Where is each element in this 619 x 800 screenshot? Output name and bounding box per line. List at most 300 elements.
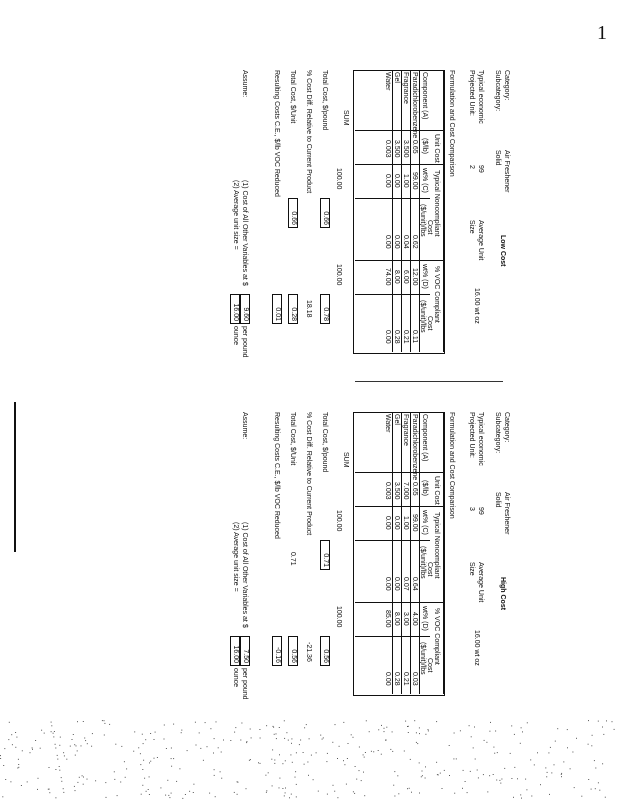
speckle-dot bbox=[493, 774, 494, 775]
speckle-dot bbox=[554, 764, 555, 765]
speckle-dot bbox=[220, 771, 221, 772]
speckle-dot bbox=[384, 731, 385, 732]
speckle-dot bbox=[304, 727, 305, 728]
speckle-dot bbox=[477, 770, 478, 771]
speckle-dot bbox=[378, 729, 379, 730]
assume-label: Assume: bbox=[241, 412, 248, 440]
speckle-dot bbox=[55, 797, 56, 798]
speckle-dot bbox=[85, 740, 86, 741]
col-unit-cost-sub: ($/lb) bbox=[421, 138, 428, 154]
speckle-dot bbox=[81, 745, 82, 746]
speckle-dot bbox=[467, 792, 468, 793]
speckle-dot bbox=[454, 733, 455, 734]
col-cost-compliant-sub: ($/unit)/lbs bbox=[419, 300, 426, 333]
assume-2: (2) Average unit size = bbox=[232, 522, 239, 592]
speckle-dot bbox=[117, 795, 118, 796]
speckle-dot bbox=[154, 758, 155, 759]
speckle-dot bbox=[77, 782, 78, 783]
speckle-dot bbox=[79, 777, 80, 778]
speckle-dot bbox=[299, 744, 300, 745]
speckle-dot bbox=[181, 732, 182, 733]
speckle-dot bbox=[606, 720, 607, 721]
speckle-dot bbox=[588, 779, 589, 780]
speckle-dot bbox=[369, 731, 370, 732]
col-cost-typical: Cost bbox=[426, 562, 433, 577]
speckle-dot bbox=[221, 752, 222, 753]
speckle-dot bbox=[51, 722, 52, 723]
speckle-dot bbox=[49, 767, 50, 768]
speckle-dot bbox=[517, 778, 518, 779]
speckle-dot bbox=[574, 787, 575, 788]
speckle-dot bbox=[105, 782, 106, 783]
speckle-dot bbox=[514, 767, 515, 768]
speckle-dot bbox=[483, 774, 484, 775]
speckle-dot bbox=[216, 721, 217, 722]
speckle-dot bbox=[53, 733, 54, 734]
speckle-dot bbox=[284, 738, 285, 739]
speckle-dot bbox=[59, 770, 60, 771]
speckle-dot bbox=[364, 757, 365, 758]
speckle-dot bbox=[3, 765, 4, 766]
speckle-dot bbox=[551, 772, 552, 773]
speckle-dot bbox=[57, 755, 58, 756]
speckle-dot bbox=[292, 762, 293, 763]
col-cost-typical-sub: ($/unit)/lbs bbox=[419, 546, 426, 579]
speckle-dot bbox=[307, 762, 308, 763]
speckle-dot bbox=[55, 769, 56, 770]
speckle-dot bbox=[414, 720, 415, 721]
speckle-dot bbox=[4, 748, 5, 749]
unit-cost-label: Total Cost, $/Unit bbox=[289, 412, 296, 466]
speckle-dot bbox=[268, 772, 269, 773]
speckle-dot bbox=[592, 735, 593, 736]
speckle-dot bbox=[425, 734, 426, 735]
speckle-dot bbox=[322, 739, 323, 740]
speckle-dot bbox=[234, 732, 235, 733]
speckle-dot bbox=[419, 727, 420, 728]
page-number: 1 bbox=[597, 22, 607, 44]
speckle-dot bbox=[428, 729, 429, 730]
ce-value: -0.16 bbox=[272, 636, 282, 666]
speckle-dot bbox=[591, 789, 592, 790]
speckle-dot bbox=[106, 797, 107, 798]
speckle-dot bbox=[311, 755, 312, 756]
avg-unit-label: Average Unit bbox=[477, 562, 484, 603]
col-unit-cost: Unit Cost bbox=[433, 134, 440, 163]
speckle-dot bbox=[30, 752, 31, 753]
speckle-dot bbox=[416, 732, 417, 733]
speckle-dot bbox=[37, 789, 38, 790]
speckle-dot bbox=[149, 762, 150, 763]
sum-typical: 100.00 bbox=[335, 510, 342, 532]
scenario-label: High Cost bbox=[499, 577, 506, 611]
speckle-dot bbox=[385, 740, 386, 741]
speckle-dot bbox=[237, 781, 238, 782]
speckle-dot bbox=[436, 721, 437, 722]
speckle-dot bbox=[436, 762, 437, 763]
speckle-dot bbox=[540, 784, 541, 785]
speckle-dot bbox=[241, 723, 242, 724]
speckle-dot bbox=[169, 797, 170, 798]
speckle-dot bbox=[598, 782, 599, 783]
speckle-dot bbox=[246, 741, 247, 742]
ce-value: 0.01 bbox=[272, 294, 282, 324]
speckle-dot bbox=[381, 754, 382, 755]
projected-unit-label: Projected Unit: bbox=[468, 412, 475, 458]
speckle-dot bbox=[497, 752, 498, 753]
pct-diff-label: % Cost Diff. Relative to Current Product bbox=[305, 412, 312, 536]
speckle-dot bbox=[394, 796, 395, 797]
speckle-dot bbox=[59, 745, 60, 746]
speckle-dot bbox=[38, 778, 39, 779]
speckle-dot bbox=[353, 737, 354, 738]
speckle-dot bbox=[91, 746, 92, 747]
speckle-dot bbox=[266, 790, 267, 791]
speckle-dot bbox=[59, 766, 60, 767]
speckle-dot bbox=[109, 724, 110, 725]
speckle-dot bbox=[354, 793, 355, 794]
speckle-dot bbox=[392, 731, 393, 732]
speckle-dot bbox=[478, 777, 479, 778]
sum-compliant: 100.00 bbox=[335, 606, 342, 628]
speckle-dot bbox=[419, 793, 420, 794]
speckle-dot bbox=[18, 767, 19, 768]
speckle-dot bbox=[237, 794, 238, 795]
speckle-dot bbox=[346, 784, 347, 785]
speckle-dot bbox=[285, 792, 286, 793]
assume-2-value: 16.00 bbox=[230, 294, 240, 324]
speckle-dot bbox=[595, 768, 596, 769]
speckle-dot bbox=[572, 752, 573, 753]
speckle-dot bbox=[487, 791, 488, 792]
speckle-dot bbox=[366, 720, 367, 721]
total-cost-compliant: 0.56 bbox=[320, 636, 330, 666]
speckle-dot bbox=[326, 761, 327, 762]
speckle-dot bbox=[182, 798, 183, 799]
speckle-dot bbox=[576, 738, 577, 739]
speckle-dot bbox=[295, 771, 296, 772]
speckle-dot bbox=[286, 732, 287, 733]
speckle-dot bbox=[602, 763, 603, 764]
total-cost-label: Total Cost, $/pound bbox=[321, 70, 328, 131]
speckle-dot bbox=[53, 736, 54, 737]
assume-1-currency: $ bbox=[241, 282, 248, 286]
speckle-dot bbox=[473, 747, 474, 748]
speckle-dot bbox=[462, 788, 463, 789]
speckle-dot bbox=[537, 752, 538, 753]
speckle-dot bbox=[181, 730, 182, 731]
speckle-dot bbox=[499, 780, 500, 781]
speckle-dot bbox=[470, 771, 471, 772]
speckle-dot bbox=[390, 749, 391, 750]
speckle-dot bbox=[114, 771, 115, 772]
speckle-dot bbox=[0, 755, 1, 756]
speckle-dot bbox=[373, 751, 374, 752]
speckle-dot bbox=[419, 733, 420, 734]
speckle-dot bbox=[567, 729, 568, 730]
speckle-dot bbox=[547, 772, 548, 773]
speckle-dot bbox=[550, 747, 551, 748]
speckle-dot bbox=[171, 793, 172, 794]
speckle-dot bbox=[240, 740, 241, 741]
speckle-dot bbox=[316, 752, 317, 753]
total-cost-typical: 0.71 bbox=[320, 540, 330, 570]
speckle-dot bbox=[296, 752, 297, 753]
speckle-dot bbox=[17, 768, 18, 769]
speckle-dot bbox=[235, 727, 236, 728]
speckle-dot bbox=[168, 795, 169, 796]
speckle-dot bbox=[70, 746, 71, 747]
avg-unit-label-2: Size bbox=[468, 562, 475, 576]
speckle-dot bbox=[555, 741, 556, 742]
speckle-dot bbox=[209, 793, 210, 794]
speckle-dot bbox=[300, 740, 301, 741]
speckle-dot bbox=[83, 784, 84, 785]
col-cost-compliant-sub: ($/unit)/lbs bbox=[419, 642, 426, 675]
speckle-dot bbox=[55, 748, 56, 749]
speckle-dot bbox=[449, 745, 450, 746]
ce-label: Resulting Costs C.E., $/lb VOC Reduced bbox=[273, 70, 280, 197]
avg-unit-label-2: Size bbox=[468, 220, 475, 234]
speckle-dot bbox=[246, 742, 247, 743]
speckle-dot bbox=[303, 752, 304, 753]
speckle-dot bbox=[199, 732, 200, 733]
speckle-dot bbox=[49, 792, 50, 793]
speckle-dot bbox=[271, 759, 272, 760]
speckle-dot bbox=[525, 779, 526, 780]
ce-label: Resulting Costs C.E., $/lb VOC Reduced bbox=[273, 412, 280, 539]
speckle-dot bbox=[530, 759, 531, 760]
speckle-dot bbox=[193, 784, 194, 785]
speckle-dot bbox=[567, 747, 568, 748]
speckle-dot bbox=[417, 743, 418, 744]
speckle-dot bbox=[407, 788, 408, 789]
speckle-dot bbox=[605, 797, 606, 798]
speckle-dot bbox=[249, 760, 250, 761]
category-label: Category: bbox=[503, 412, 510, 443]
speckle-dot bbox=[171, 758, 172, 759]
speckle-dot bbox=[460, 730, 461, 731]
speckle-dot bbox=[266, 725, 267, 726]
avg-unit-label: Average Unit bbox=[477, 220, 484, 261]
speckle-dot bbox=[84, 738, 85, 739]
speckle-dot bbox=[359, 747, 360, 748]
speckle-dot bbox=[48, 789, 49, 790]
speckle-dot bbox=[140, 764, 141, 765]
speckle-dot bbox=[495, 731, 496, 732]
speckle-dot bbox=[10, 781, 11, 782]
speckle-dot bbox=[323, 737, 324, 738]
speckle-dot bbox=[561, 776, 562, 777]
unit-cost-label: Total Cost, $/Unit bbox=[289, 70, 296, 124]
speckle-dot bbox=[333, 785, 334, 786]
speckle-dot bbox=[510, 753, 511, 754]
speckle-dot bbox=[125, 777, 126, 778]
speckle-dot bbox=[361, 780, 362, 781]
speckle-dot bbox=[133, 751, 134, 752]
speckle-dot bbox=[378, 750, 379, 751]
speckle-dot bbox=[0, 758, 1, 759]
speckle-dot bbox=[77, 750, 78, 751]
category-label: Category: bbox=[503, 70, 510, 101]
speckle-dot bbox=[474, 727, 475, 728]
pct-diff-value: -21.36 bbox=[305, 642, 312, 662]
speckle-dot bbox=[18, 764, 19, 765]
speckle-dot bbox=[63, 752, 64, 753]
speckle-dot bbox=[74, 786, 75, 787]
speckle-dot bbox=[274, 760, 275, 761]
col-unit-cost: Unit Cost bbox=[433, 476, 440, 505]
speckle-dot bbox=[102, 720, 103, 721]
speckle-dot bbox=[295, 777, 296, 778]
speckle-dot bbox=[15, 732, 16, 733]
speckle-dot bbox=[288, 740, 289, 741]
speckle-dot bbox=[82, 775, 83, 776]
speckle-dot bbox=[5, 779, 6, 780]
scenario-label: Low Cost bbox=[499, 235, 506, 267]
speckle-dot bbox=[393, 785, 394, 786]
speckle-dot bbox=[359, 770, 360, 771]
speckle-dot bbox=[513, 797, 514, 798]
speckle-dot bbox=[27, 781, 28, 782]
sum-label: SUM bbox=[342, 110, 349, 126]
speckle-dot bbox=[12, 744, 13, 745]
category-value: Air Freshener bbox=[503, 150, 510, 193]
speckle-dot bbox=[520, 794, 521, 795]
speckle-dot bbox=[279, 778, 280, 779]
speckle-dot bbox=[285, 760, 286, 761]
speckle-dot bbox=[290, 754, 291, 755]
speckle-dot bbox=[614, 729, 615, 730]
speckle-dot bbox=[422, 771, 423, 772]
speckle-dot bbox=[63, 792, 64, 793]
speckle-dot bbox=[214, 775, 215, 776]
speckle-dot bbox=[164, 739, 165, 740]
speckle-dot bbox=[272, 749, 273, 750]
assume-2-unit: ounce bbox=[232, 326, 239, 346]
section-title: Formulation and Cost Comparison bbox=[448, 70, 455, 177]
speckle-dot bbox=[465, 781, 466, 782]
assume-1: (1) Cost of All Other Variables at bbox=[241, 522, 248, 622]
col-wt-typical: wt% (C) bbox=[421, 510, 428, 535]
assume-1: (1) Cost of All Other Variables at bbox=[241, 180, 248, 280]
speckle-dot bbox=[493, 747, 494, 748]
section-title: Formulation and Cost Comparison bbox=[448, 412, 455, 519]
speckle-dot bbox=[149, 776, 150, 777]
speckle-dot bbox=[63, 788, 64, 789]
speckle-dot bbox=[527, 722, 528, 723]
speckle-dot bbox=[548, 752, 549, 753]
speckle-dot bbox=[343, 760, 344, 761]
speckle-dot bbox=[471, 736, 472, 737]
subcategory-value: Solid bbox=[494, 492, 501, 508]
col-unit-cost-sub: ($/lb) bbox=[421, 480, 428, 496]
speckle-dot bbox=[171, 748, 172, 749]
speckle-dot bbox=[246, 788, 247, 789]
speckle-dot bbox=[92, 733, 93, 734]
speckle-dot bbox=[41, 730, 42, 731]
speckle-dot bbox=[18, 759, 19, 760]
speckle-dot bbox=[11, 734, 12, 735]
speckle-dot bbox=[214, 738, 215, 739]
speckle-dot bbox=[203, 760, 204, 761]
sum-compliant: 100.00 bbox=[335, 264, 342, 286]
speckle-dot bbox=[114, 779, 115, 780]
speckle-dot bbox=[612, 721, 613, 722]
typical-voc-value: 99 bbox=[477, 165, 484, 173]
speckle-dot bbox=[549, 794, 550, 795]
speckle-dot bbox=[140, 753, 141, 754]
typical-voc-label: Typical economic bbox=[477, 412, 484, 466]
avg-unit-size: 16.00 wt oz bbox=[473, 288, 480, 324]
col-wt-typical: wt% (C) bbox=[421, 168, 428, 193]
speckle-dot bbox=[76, 745, 77, 746]
speckle-dot bbox=[171, 766, 172, 767]
speckle-dot bbox=[343, 722, 344, 723]
speckle-dot bbox=[35, 740, 36, 741]
speckle-dot bbox=[521, 727, 522, 728]
speckle-dot bbox=[386, 727, 387, 728]
speckle-dot bbox=[282, 788, 283, 789]
speckle-dot bbox=[207, 746, 208, 747]
speckle-dot bbox=[335, 724, 336, 725]
speckle-dot bbox=[453, 758, 454, 759]
assume-1-unit: per pound bbox=[241, 326, 248, 358]
speckle-dot bbox=[51, 731, 52, 732]
speckle-dot bbox=[291, 794, 292, 795]
speckle-dot bbox=[371, 751, 372, 752]
speckle-dot bbox=[318, 791, 319, 792]
speckle-dot bbox=[419, 762, 420, 763]
speckle-dot bbox=[384, 728, 385, 729]
typical-voc-label: Typical economic bbox=[477, 70, 484, 124]
speckle-dot bbox=[581, 796, 582, 797]
speckle-dot bbox=[185, 794, 186, 795]
group-typical: Typical Noncompliant bbox=[433, 512, 440, 579]
speckle-dot bbox=[511, 725, 512, 726]
speckle-dot bbox=[520, 743, 521, 744]
projected-unit-label: Projected Unit: bbox=[468, 70, 475, 116]
speckle-dot bbox=[356, 779, 357, 780]
speckle-dot bbox=[274, 763, 275, 764]
speckle-dot bbox=[218, 747, 219, 748]
speckle-dot bbox=[75, 755, 76, 756]
subcategory-value: Solid bbox=[494, 150, 501, 166]
speckle-dot bbox=[173, 758, 174, 759]
speckle-dot bbox=[164, 725, 165, 726]
speckle-dot bbox=[189, 791, 190, 792]
speckle-dot bbox=[296, 784, 297, 785]
speckle-dot bbox=[334, 791, 335, 792]
speckle-dot bbox=[142, 734, 143, 735]
speckle-dot bbox=[489, 775, 490, 776]
speckle-dot bbox=[514, 734, 515, 735]
speckle-dot bbox=[274, 734, 275, 735]
unit-cost-compliant: 0.28 bbox=[288, 294, 298, 324]
speckle-dot bbox=[104, 723, 105, 724]
speckle-dot bbox=[594, 760, 595, 761]
speckle-dot bbox=[142, 785, 143, 786]
speckle-dot bbox=[398, 793, 399, 794]
speckle-dot bbox=[87, 743, 88, 744]
speckle-dot bbox=[279, 727, 280, 728]
col-component: Component (A) bbox=[421, 72, 428, 120]
speckle-dot bbox=[570, 768, 571, 769]
sum-typical: 100.00 bbox=[335, 168, 342, 190]
speckle-dot bbox=[456, 758, 457, 759]
speckle-dot bbox=[144, 778, 145, 779]
col-wt-compliant: wt% (D) bbox=[421, 606, 428, 631]
